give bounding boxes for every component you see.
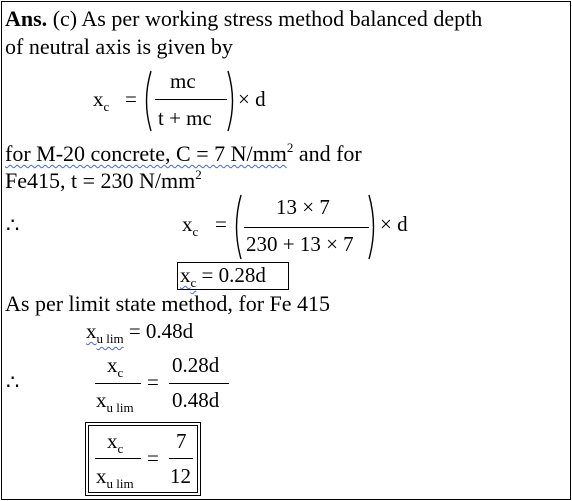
formula1-left-paren <box>141 70 153 132</box>
final-left-fraction-bar <box>95 458 141 459</box>
ratio-right-numerator: 0.28d <box>172 353 220 377</box>
final-right-numerator: 7 <box>176 429 187 453</box>
formula2-right-paren <box>367 194 379 260</box>
ratio-eq: = <box>147 370 159 394</box>
therefore-symbol-1: ∴ <box>6 213 20 237</box>
formula2-lhs <box>182 213 198 243</box>
formula2-x: x <box>182 212 193 236</box>
result-1-sub: c <box>190 275 197 291</box>
ratio-num-sub: c <box>117 365 124 381</box>
final-left-denominator <box>96 465 134 495</box>
final-den-sub: u lim <box>106 476 134 492</box>
final-right-fraction-bar <box>169 458 193 459</box>
ratio-left-denominator <box>96 389 134 419</box>
formula1-denominator: t + mc <box>158 106 212 130</box>
xulim-x: x <box>86 319 97 343</box>
final-left-numerator <box>107 430 123 460</box>
intro-text-2: of neutral axis is given by <box>5 34 233 59</box>
therefore-symbol-2: ∴ <box>6 370 20 394</box>
given-line-2-sup: 2 <box>195 167 202 182</box>
formula1-sub: c <box>103 99 110 115</box>
formula2-denominator: 230 + 13 × 7 <box>246 232 354 256</box>
answer-option: (c) <box>52 6 78 31</box>
formula2-fraction-bar <box>244 227 369 228</box>
final-eq: = <box>147 446 159 470</box>
given-line-2 <box>5 163 202 193</box>
formula1-numerator: mc <box>170 69 196 93</box>
answer-line-1 <box>5 7 482 31</box>
ratio-left-fraction-bar <box>95 383 141 384</box>
ratio-right-fraction-bar <box>169 383 229 384</box>
formula1-right-paren <box>226 70 238 132</box>
ratio-den-sub: u lim <box>106 400 134 416</box>
ratio-num-x: x <box>107 353 118 377</box>
formula2-left-paren <box>231 194 243 260</box>
final-num-sub: c <box>117 441 124 457</box>
given-line-1-pre: for M-20 concrete, C = 7 N/mm <box>5 141 287 166</box>
final-right-denominator: 12 <box>170 464 191 488</box>
xulim-rhs: = 0.48d <box>123 319 194 343</box>
final-den-x: x <box>96 464 107 488</box>
formula1-x: x <box>93 87 104 111</box>
given-line-2-pre: Fe415, t = 230 N/mm <box>5 168 196 193</box>
given-line-1 <box>5 136 362 166</box>
formula1-fraction-bar <box>155 99 227 100</box>
formula1-tail: × d <box>238 87 266 111</box>
formula2-sub: c <box>192 224 199 240</box>
ratio-right-denominator: 0.48d <box>172 388 220 412</box>
formula1-eq: = <box>125 87 137 111</box>
result-1 <box>180 264 266 294</box>
ratio-left-numerator <box>107 354 123 384</box>
result-1-x: x <box>180 263 191 287</box>
xulim-equation <box>86 320 193 350</box>
given-line-1-sup: 2 <box>286 140 294 155</box>
formula2-tail: × d <box>380 212 408 236</box>
result-1-rhs: = 0.28d <box>196 263 266 287</box>
xulim-sub: u lim <box>96 331 124 347</box>
answer-label: Ans. <box>5 6 48 31</box>
final-num-x: x <box>107 429 118 453</box>
formula2-eq: = <box>215 212 227 236</box>
intro-text-1: As per working stress method balanced depth <box>81 6 483 31</box>
formula1-lhs <box>93 88 109 118</box>
limit-state-heading: As per limit state method, for Fe 415 <box>5 291 331 316</box>
formula2-numerator: 13 × 7 <box>276 195 330 219</box>
ratio-den-x: x <box>96 388 107 412</box>
given-line-1-post: and for <box>293 141 362 166</box>
